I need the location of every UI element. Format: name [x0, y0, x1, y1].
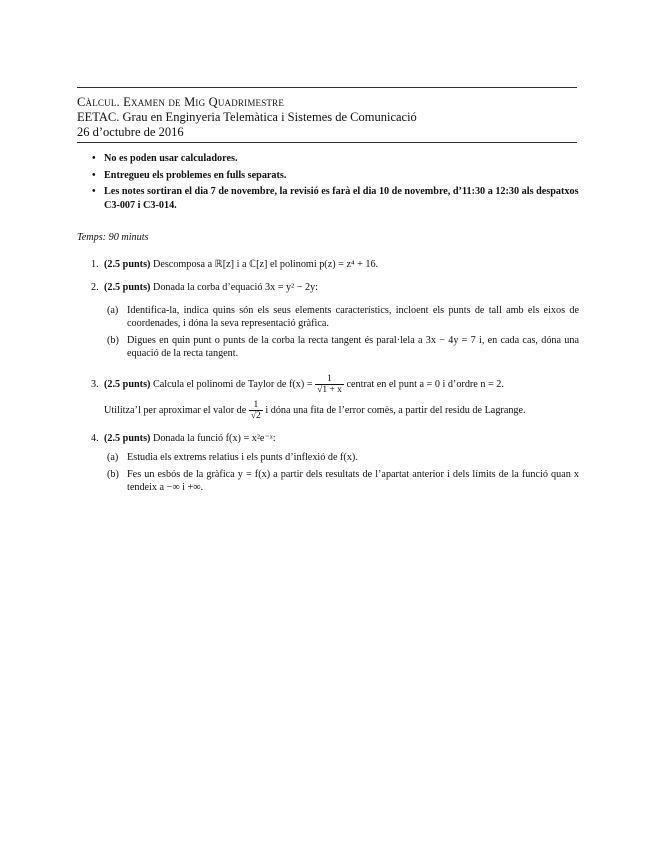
- fraction-numerator: 1: [315, 374, 344, 385]
- instruction-text: Les notes sortiran el dia 7 de novembre, la revisió es farà el dia 10 de novembre, d’11:30 a 12:30 als despatxos C3-007 i C3-014.: [104, 186, 579, 211]
- problem-3: [77, 372, 579, 398]
- problem-4-part-b: [77, 468, 579, 494]
- fraction-one-over-sqrt-1-plus-x: [315, 374, 344, 395]
- problem-text-continued: i dóna una fita de l’error comès, a partir del residu de Lagrange.: [265, 405, 526, 416]
- problem-number: 2.: [91, 282, 99, 293]
- problem-2-part-a: [77, 304, 579, 330]
- problem-points: (2.5 punts): [104, 259, 151, 270]
- problem-1: [77, 258, 579, 271]
- fraction-denominator: √2: [250, 411, 261, 422]
- problem-text: Donada la corba d’equació 3x = y² − 2y:: [152, 282, 319, 293]
- part-text: Estudia els extrems relatius i els punts d’inflexió de f(x).: [127, 452, 358, 463]
- problem-text-continued: centrat en el punt a = 0 i d’ordre n = 2.: [346, 379, 504, 390]
- instruction-text: Entregueu els problemes en fulls separats.: [104, 169, 287, 181]
- top-rule: [77, 87, 577, 88]
- school-line: EETAC. Grau en Enginyeria Telemàtica i Sistemes de Comunicació: [77, 110, 417, 124]
- instructions-list: [92, 152, 582, 215]
- instruction-item: [92, 185, 582, 212]
- problem-points: (2.5 punts): [104, 433, 151, 444]
- problem-text: Donada la funció f(x) = x²e⁻ˣ:: [152, 433, 276, 444]
- exam-date: 26 d’octubre de 2016: [77, 125, 184, 139]
- fraction-denominator: √1 + x: [317, 385, 342, 396]
- instruction-text: No es poden usar calculadores.: [104, 153, 238, 164]
- problem-text: Calcula el polinomi de Taylor de f(x) =: [152, 379, 313, 390]
- instruction-item: [92, 152, 582, 166]
- problem-points: (2.5 punts): [104, 282, 151, 293]
- header-rule: [77, 142, 577, 143]
- problem-2-part-b: [77, 334, 579, 360]
- problem-list: [77, 258, 579, 494]
- exam-title: Càlcul. Examen de Mig Quadrimestre: [77, 95, 285, 109]
- fraction-one-over-sqrt-2: [249, 400, 263, 421]
- part-text: Fes un esbós de la gràfica y = f(x) a partir dels resultats de l’apartat anterior i dels límits de la funció quan x tendeix a −∞ i +∞.: [127, 469, 579, 493]
- bullet-icon: •: [92, 186, 96, 197]
- instruction-item: [92, 169, 582, 183]
- part-label: (b): [107, 335, 119, 346]
- time-limit: Temps: 90 minuts: [77, 232, 149, 243]
- problem-2: [77, 281, 579, 294]
- part-label: (a): [107, 305, 119, 316]
- fraction-numerator: 1: [249, 400, 263, 411]
- part-label: (b): [107, 469, 119, 480]
- problem-points: (2.5 punts): [104, 379, 151, 390]
- problem-number: 4.: [91, 433, 99, 444]
- exam-header: [77, 95, 577, 140]
- part-text: Digues en quin punt o punts de la corba la recta tangent és paral·lela a 3x − 4y = 7 i, en cada cas, dóna una equació de la recta tangent.: [127, 335, 579, 359]
- part-text: Identifica-la, indica quins són els seus elements característics, incloent els punts de tall amb els eixos de coordenades, i dóna la seva representació gràfica.: [127, 305, 579, 329]
- problem-text: Descomposa a ℝ[z] i a ℂ[z] el polinomi p(z) = z⁴ + 16.: [152, 259, 379, 270]
- bullet-icon: •: [92, 169, 96, 181]
- part-label: (a): [107, 452, 119, 463]
- problem-number: 1.: [91, 259, 99, 270]
- problem-4-part-a: [77, 451, 579, 464]
- problem-number: 3.: [91, 379, 99, 390]
- bullet-icon: •: [92, 153, 96, 164]
- problem-3-line-2: [77, 398, 579, 424]
- problem-text: Utilitza’l per aproximar el valor de: [104, 405, 247, 416]
- problem-4: [77, 432, 579, 445]
